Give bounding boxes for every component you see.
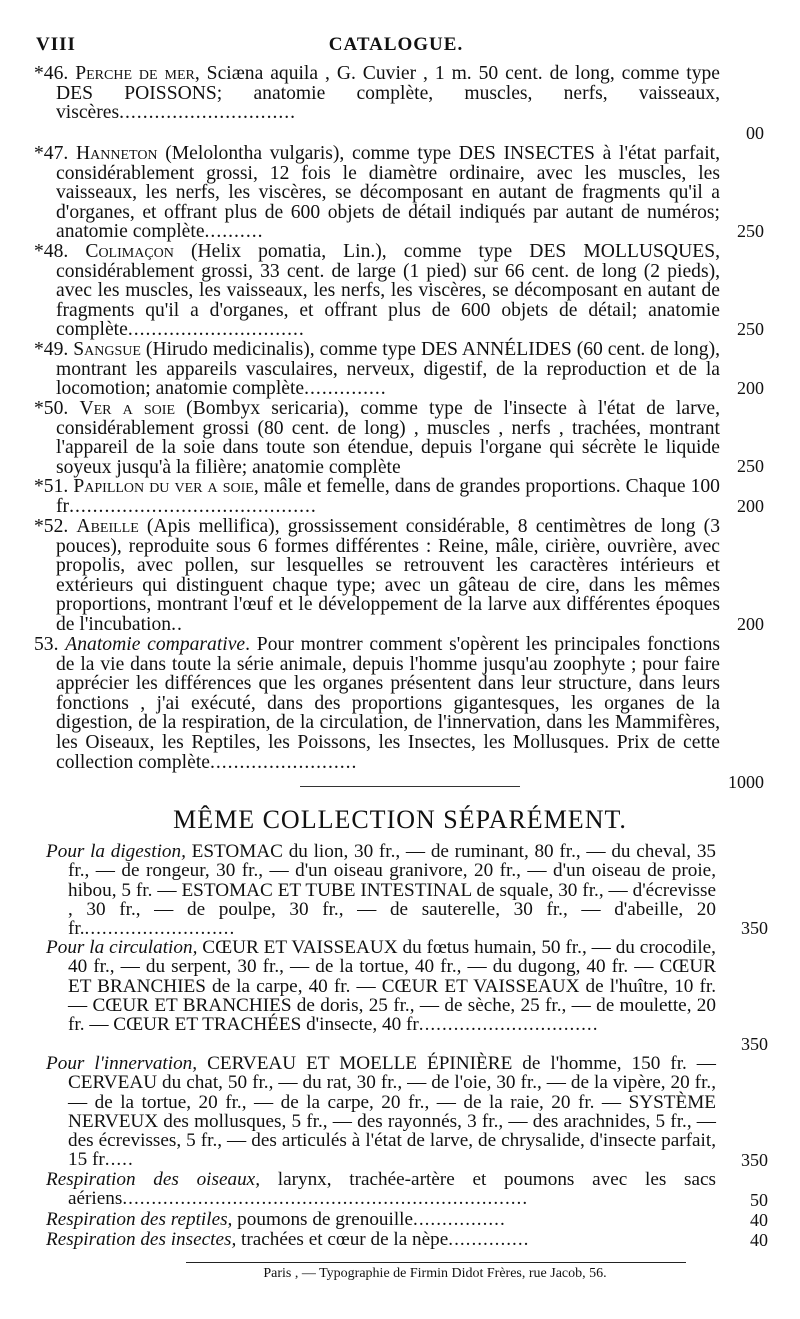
catalog-entry (34, 635, 764, 793)
leader-dots: .......... (204, 221, 264, 243)
entry-description: ESTOMAC du lion, 30 fr., — de ruminant, 80 fr., — du cheval, 35 fr., — de rongeur, 30 fr., — d'un oiseau granivore, 20 fr., — d'un oiseau de proie, hibou, 5 fr. — ESTOMAC ET TUBE INTESTINAL de squale, 30 fr., — d'écrevisse , 30 fr., — de poulpe, 30 fr., — de sauterelle, 30 fr., — d'abeille, 20 fr. (68, 841, 717, 940)
entry-name: Sangsue (73, 339, 141, 360)
leader-dots: ............................... (418, 1014, 599, 1036)
entry-price: 350 (741, 1033, 768, 1054)
separate-entry (46, 1054, 768, 1170)
entry-price: 350 (741, 1149, 768, 1170)
separate-entry (46, 1170, 768, 1210)
entry-price: 200 (737, 614, 764, 635)
page-number: VIII (36, 34, 76, 55)
leader-dots: ................ (413, 1209, 506, 1230)
catalog-entry (34, 517, 764, 635)
entry-price: 50 (750, 1189, 768, 1210)
leader-dots: .......................... (84, 918, 236, 940)
section-title: MÊME COLLECTION SÉPARÉMENT. (173, 805, 627, 834)
entry-description: (Helix pomatia, Lin.), comme type DES MOLLUSQUES, considérablement grossi, 33 cent. de large (1 pied) sur 66 cent. de long (2 pieds), avec les muscles, les vaisseaux, les nerfs, les viscères, se décomposant en autant de fragments qu'il a d'organes, et offrant plus de 600 objets de détail; anatomie complète (56, 241, 720, 341)
leader-dots: ......................... (209, 751, 358, 773)
entry-description: CŒUR ET VAISSEAUX du fœtus humain, 50 fr., — du crocodile, 40 fr., — du serpent, 30 fr., — de la tortue, 40 fr., — du dugong, 40 fr. — CŒUR ET BRANCHIES de la carpe, 40 fr. — CŒUR ET VAISSEAUX de l'huître, 10 fr. — CŒUR ET BRANCHIES de doris, 25 fr., — de sèche, 25 fr., — de moulette, 20 fr. — CŒUR ET TRACHÉES d'insecte, 40 fr (68, 937, 716, 1036)
section-divider (300, 786, 520, 787)
catalog-entry (34, 242, 764, 340)
catalog-entry (34, 64, 764, 144)
catalog-entries (34, 64, 764, 793)
entry-description: , Sciæna aquila , G. Cuvier , 1 m. 50 cent. de long, comme type DES POISSONS; anatomie complète, muscles, nerfs, vaisseaux, viscères (56, 63, 720, 124)
entry-price: 1000 (728, 772, 764, 793)
entry-lead: Pour la circulation, (46, 937, 198, 958)
leader-dots: .......................................... (69, 495, 317, 517)
entry-name: Abeille (76, 516, 139, 537)
entry-lead: Pour la digestion, (46, 841, 186, 862)
entry-price: 250 (737, 319, 764, 340)
entry-price: 40 (750, 1209, 768, 1230)
entry-lead: Pour l'innervation, (46, 1053, 198, 1074)
leader-dots: ..... (104, 1149, 134, 1171)
entry-number: *51. (34, 476, 69, 497)
entry-number: *49. (34, 339, 69, 360)
leader-dots: ...................................................................... (122, 1188, 529, 1210)
entry-number: *48. (34, 241, 69, 262)
printer-imprint: Paris , — Typographie de Firmin Didot Frères, rue Jacob, 56. (263, 1266, 607, 1281)
entry-number: *46. (34, 63, 69, 84)
leader-dots: .............................. (127, 319, 305, 341)
entry-number: 53. (34, 634, 59, 655)
entry-name: Anatomie comparative (65, 634, 246, 655)
separate-entry (46, 842, 768, 938)
running-title: CATALOGUE. (328, 34, 464, 55)
catalog-entry (34, 340, 764, 399)
entry-name: Papillon du ver a soie (73, 476, 254, 497)
entry-price: 200 (737, 378, 764, 399)
entry-description: (Hirudo medicinalis), comme type DES ANNÉLIDES (60 cent. de long), montrant les appareils vasculaires, nerveux, digestif, de la reproduction et de la locomotion; anatomie complète (56, 339, 721, 400)
entry-description: trachées et cœur de la nèpe (236, 1229, 449, 1250)
entry-number: *47. (34, 143, 69, 164)
entry-name: Perche de mer (75, 63, 195, 84)
entry-name: Hanneton (75, 143, 158, 164)
entry-description: larynx, trachée-artère et poumons avec les sacs aériens (68, 1169, 717, 1210)
entry-name: Ver a soie (79, 398, 175, 419)
separate-collection (46, 842, 768, 1250)
leader-dots: .............. (304, 378, 387, 400)
separate-entry (46, 1210, 768, 1230)
leader-dots: .............. (448, 1229, 530, 1250)
imprint-rule (186, 1262, 686, 1263)
entry-price: 250 (737, 221, 764, 242)
separate-entry (46, 938, 768, 1054)
entry-number: *50. (34, 398, 69, 419)
entry-lead: Respiration des oiseaux, (46, 1169, 260, 1190)
separate-entry (46, 1230, 768, 1250)
entry-description: , mâle et femelle, dans de grandes proportions. Chaque 100 fr (56, 476, 720, 517)
leader-dots: .. (171, 613, 183, 635)
entry-description: (Bombyx sericaria), comme type de l'insecte à l'état de larve, considérablement grossi (80 cent. de long) , muscles , nerfs , trachées, montrant l'appareil de la soie dans toute son étendue, depuis l'organe qui sécrète le liquide soyeux jusqu'à la filière; anatomie complète (56, 398, 720, 478)
catalog-entry (34, 477, 764, 517)
entry-price: 350 (741, 917, 768, 938)
running-header (36, 34, 756, 60)
catalog-entry (34, 399, 764, 477)
entry-name: Colimaçon (85, 241, 174, 262)
entry-price: 200 (737, 496, 764, 517)
entry-lead: Respiration des reptiles, (46, 1209, 233, 1230)
entry-description: poumons de grenouille (232, 1209, 414, 1230)
entry-price: 250 (737, 456, 764, 477)
entry-lead: Respiration des insectes, (46, 1229, 237, 1250)
leader-dots: .............................. (119, 102, 297, 124)
entry-description: CERVEAU ET MOELLE ÉPINIÈRE de l'homme, 150 fr. — CERVEAU du chat, 50 fr., — du rat, 30 fr., — de l'oie, 30 fr., — de la vipère, 20 fr., — de la tortue, 20 fr., — de la carpe, 20 fr., — de la raie, 20 fr. — SYSTÈME NERVEUX des mollusques, 5 fr., — des rayonnés, 3 fr., — des arachnides, 5 fr., — des écrevisses, 5 fr., — des articulés à l'état de larve, de chrysalide, d'insecte parfait, 15 fr (68, 1053, 716, 1171)
entry-description: . Pour montrer comment s'opèrent les principales fonctions de la vie dans toute la série animale, depuis l'homme jusqu'au zoophyte ; pour faire apprécier les différences que les organes présentent dans leur structure, dans leurs fonctions , j'ai exécuté, dans des proportions gigantesques, les organes de la digestion, de la respiration, de la circulation, de l'innervation, dans les Mammifères, les Oiseaux, les Reptiles, les Poissons, les Insectes, les Mollusques. Prix de cette collection complète (56, 634, 721, 773)
entry-description: (Melolontha vulgaris), comme type DES INSECTES à l'état parfait, considérablement grossi, 12 fois le diamètre ordinaire, avec les muscles, les vaisseaux, les nerfs, les viscères, se décomposant en autant de fragments qu'il a d'organes, et offrant plus de 600 objets de détail indiqués par autant de numéros; anatomie complète (56, 143, 720, 243)
catalog-entry (34, 144, 764, 242)
entry-description: (Apis mellifica), grossissement considérable, 8 centimètres de long (3 pouces), reproduite sous 6 formes différentes : Reine, mâle, cirière, ouvrière, avec propolis, avec pollen, sur lesquelles se retrouvent les caractères intérieurs et extérieurs qui distinguent chaque type; avec un gâteau de cire, dans les mêmes proportions, montrant l'œuf et le développement de la larve aux différentes époques de l'incubation (56, 516, 721, 635)
entry-price: 00 (746, 123, 764, 144)
entry-number: *52. (34, 516, 69, 537)
entry-price: 40 (750, 1229, 768, 1250)
